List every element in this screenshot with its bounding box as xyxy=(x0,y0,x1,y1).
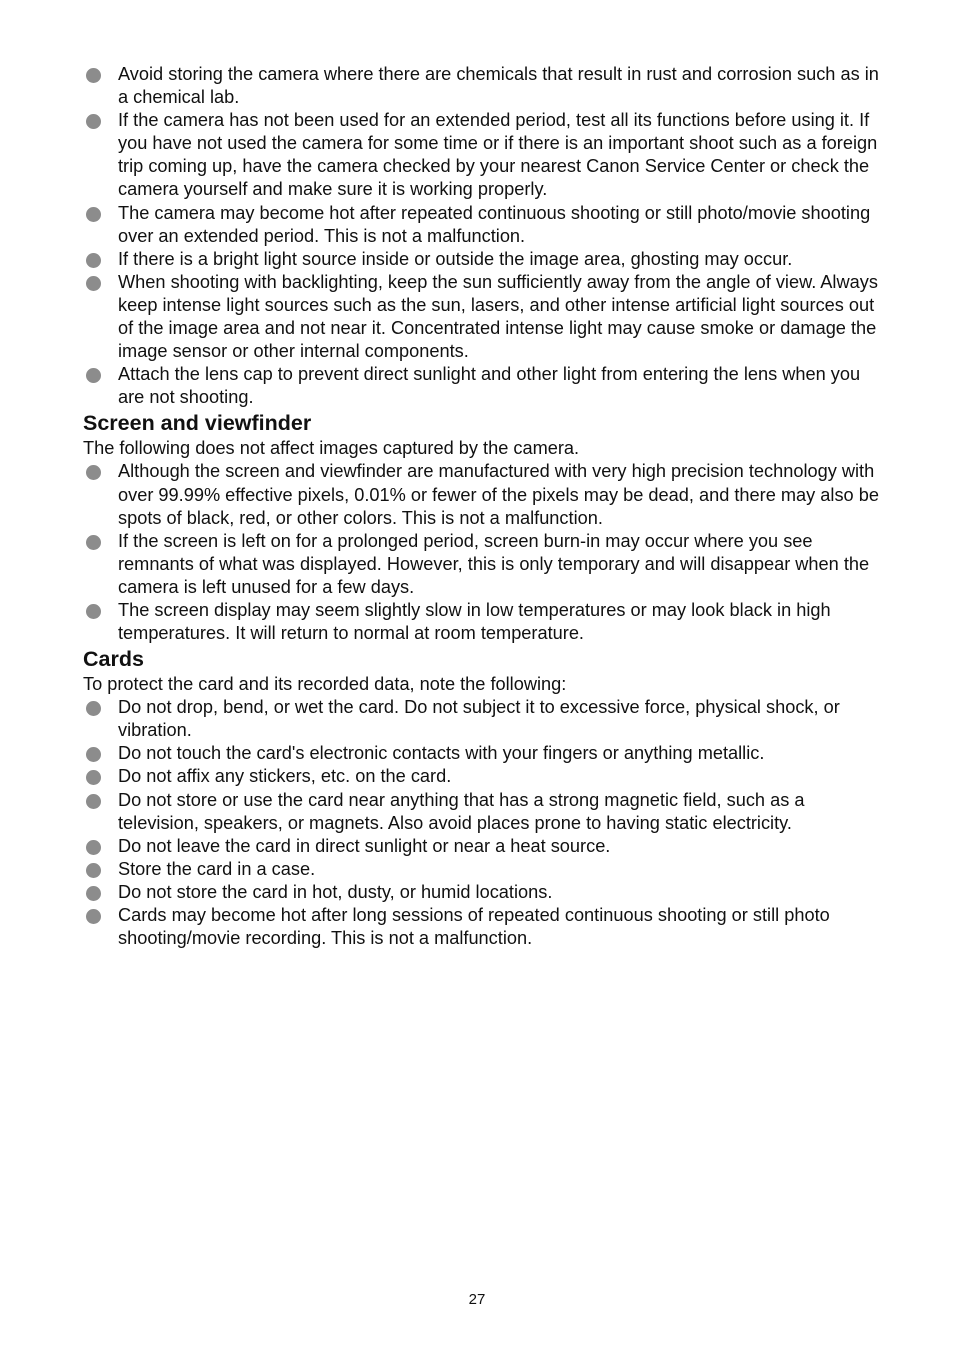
list-item xyxy=(83,363,883,409)
list-item-text: The screen display may seem slightly slow in low temperatures or may look black in high temperatures. It will return to normal at room temperature. xyxy=(118,599,831,644)
list-item xyxy=(83,904,883,950)
screen-section-heading: Screen and viewfinder xyxy=(83,411,312,436)
list-item-text: Attach the lens cap to prevent direct sunlight and other light from entering the lens when you are not shooting. xyxy=(118,364,861,408)
bullet-icon xyxy=(86,465,101,480)
list-item-text: When shooting with backlighting, keep the sun sufficiently away from the angle of view. Always keep intense light sources such as the sun, lasers, and other intense artificial light sources out of the image area and not near it. Concentrated intense light may cause smoke or damage the image sensor or other internal components. xyxy=(118,271,878,362)
cards-section-intro: To protect the card and its recorded data, note the following: xyxy=(83,674,567,695)
bullet-icon xyxy=(86,207,101,222)
list-item-text: If there is a bright light source inside or outside the image area, ghosting may occur. xyxy=(118,248,793,269)
cards-section-heading: Cards xyxy=(83,647,144,672)
list-item-text: Store the card in a case. xyxy=(118,858,316,879)
page-number: 27 xyxy=(468,1291,486,1308)
list-item-text: Do not affix any stickers, etc. on the card. xyxy=(118,766,452,787)
list-item xyxy=(83,599,883,645)
list-item-text: If the screen is left on for a prolonged period, screen burn-in may occur where you see remnants of what was displayed. However, this is only temporary and will disappear when the camera is left unused for a few days. xyxy=(118,530,870,597)
bullet-icon xyxy=(86,909,101,924)
list-item xyxy=(83,696,883,742)
screen-list xyxy=(83,460,883,645)
list-item xyxy=(83,881,883,904)
list-item xyxy=(83,530,883,599)
bullet-icon xyxy=(86,886,101,901)
list-item xyxy=(83,109,883,201)
list-item-text: Do not leave the card in direct sunlight or near a heat source. xyxy=(118,835,611,856)
bullet-icon xyxy=(86,794,101,809)
list-item xyxy=(83,835,883,858)
list-item xyxy=(83,63,883,109)
list-item-text: Cards may become hot after long sessions of repeated continuous shooting or still photo shooting/movie recording. This is not a malfunction. xyxy=(118,905,830,949)
bullet-icon xyxy=(86,253,101,268)
bullet-icon xyxy=(86,770,101,785)
list-item xyxy=(83,765,883,788)
list-item-text: Do not drop, bend, or wet the card. Do not subject it to excessive force, physical shock, or vibration. xyxy=(118,697,840,741)
list-item-text: Do not touch the card's electronic contacts with your fingers or anything metallic. xyxy=(118,743,765,764)
list-item-text: The camera may become hot after repeated continuous shooting or still photo/movie shooting over an extended period. This is not a malfunction. xyxy=(118,202,871,246)
list-item xyxy=(83,742,883,765)
list-item-text: Although the screen and viewfinder are manufactured with very high precision technology with over 99.99% effective pixels, 0.01% or fewer of the pixels may be dead, and there may also be spots of black, red, or other colors. This is not a malfunction. xyxy=(118,461,879,528)
list-item xyxy=(83,202,883,248)
bullet-icon xyxy=(86,535,101,550)
bullet-icon xyxy=(86,863,101,878)
list-item-text: Avoid storing the camera where there are chemicals that result in rust and corrosion such as in a chemical lab. xyxy=(118,64,879,108)
list-item-text: Do not store the card in hot, dusty, or humid locations. xyxy=(118,881,553,902)
bullet-icon xyxy=(86,840,101,855)
list-item xyxy=(83,248,883,271)
page-content xyxy=(83,63,883,950)
bullet-icon xyxy=(86,747,101,762)
screen-section-intro: The following does not affect images captured by the camera. xyxy=(83,438,580,459)
precautions-list xyxy=(83,63,883,409)
list-item-text: If the camera has not been used for an extended period, test all its functions before using it. If you have not used the camera for some time or if there is an important shoot such as a foreign trip coming up, have the camera checked by your nearest Canon Service Center or check the camera yourself and make sure it is working properly. xyxy=(118,110,878,200)
bullet-icon xyxy=(86,276,101,291)
bullet-icon xyxy=(86,701,101,716)
cards-list xyxy=(83,696,883,950)
list-item xyxy=(83,271,883,363)
list-item-text: Do not store or use the card near anything that has a strong magnetic field, such as a television, speakers, or magnets. Also avoid places prone to having static electricity. xyxy=(118,789,805,833)
list-item xyxy=(83,858,883,881)
list-item xyxy=(83,460,883,529)
bullet-icon xyxy=(86,368,101,383)
bullet-icon xyxy=(86,114,101,129)
list-item xyxy=(83,789,883,835)
bullet-icon xyxy=(86,68,101,83)
bullet-icon xyxy=(86,604,101,619)
